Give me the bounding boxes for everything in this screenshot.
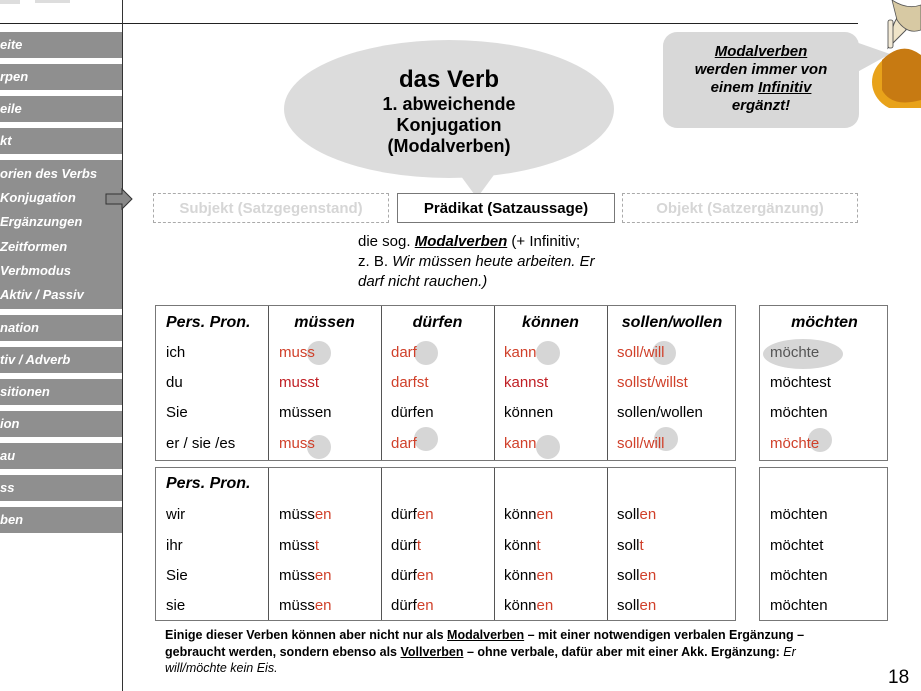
footnote	[165, 627, 815, 677]
hint-line: einem	[710, 79, 759, 96]
verb-form-cell: soll/will	[617, 435, 665, 452]
verb-form-cell: darf	[391, 344, 417, 361]
verb-form-cell: müssen	[279, 404, 332, 421]
pronoun-cell: er / sie /es	[166, 435, 236, 452]
verb-form-cell: können	[504, 404, 554, 421]
sidebar-item[interactable]: rpen	[0, 64, 122, 90]
sidebar-item[interactable]: ion	[0, 411, 122, 437]
verb-form-cell: soll/will	[617, 344, 665, 361]
highlight-dot	[536, 435, 560, 459]
sidebar-group-verb	[0, 160, 122, 309]
verb-form-cell: möchten	[770, 404, 828, 421]
verb-form-cell: sollen	[617, 597, 657, 614]
sidebar-item-konjugation[interactable]: Konjugation	[0, 190, 76, 206]
verb-form-cell: dürfen	[391, 567, 434, 584]
sidebar-item[interactable]: au	[0, 443, 122, 469]
description-text: die sog.	[358, 233, 415, 250]
verb-form-cell: möchten	[770, 506, 828, 523]
verb-form-cell: sollt	[617, 537, 644, 554]
title-bubble-text	[284, 66, 614, 157]
moechten-singular-table	[759, 305, 888, 461]
verb-form-cell: können	[504, 597, 554, 614]
hint-keyword: Infinitiv	[758, 79, 812, 96]
verb-form-cell: dürft	[391, 537, 422, 554]
singular-conjugation-table	[155, 305, 736, 461]
sidebar-item[interactable]: tiv / Adverb	[0, 347, 122, 373]
column-header-pronoun: Pers. Pron.	[166, 475, 251, 492]
modal-verb-description	[358, 232, 658, 292]
verb-form-cell: möchtet	[770, 537, 824, 554]
pronoun-cell: sie	[166, 597, 186, 614]
verb-form-cell: kann	[504, 344, 537, 361]
verb-form-cell: sollen/wollen	[617, 404, 703, 421]
sidebar-item-ergaenzungen[interactable]: Ergänzungen	[0, 214, 83, 230]
column-header-pronoun: Pers. Pron.	[166, 314, 251, 331]
highlight-dot	[414, 341, 438, 365]
verb-form-cell: dürfen	[391, 404, 434, 421]
highlight-dot	[536, 341, 560, 365]
verb-form-cell: dürfen	[391, 597, 434, 614]
pronoun-cell: Sie	[166, 567, 188, 584]
verb-form-cell: müssen	[279, 567, 332, 584]
sidebar-item-zeitformen[interactable]: Zeitformen	[0, 238, 68, 254]
hint-callout-text	[663, 43, 859, 115]
example-sentence: darf nicht rauchen.)	[358, 273, 488, 290]
current-section-arrow-icon	[105, 188, 133, 210]
verb-form-cell: sollen	[617, 506, 657, 523]
verb-form-cell: müssen	[279, 597, 332, 614]
footnote-text: – mit einer notwendigen verbalen Ergänzung – gebraucht werden, sondern ebenso als	[165, 628, 805, 659]
verb-form-cell: muss	[279, 435, 315, 452]
sidebar-item[interactable]: eite	[0, 32, 122, 58]
verb-form-cell: könnt	[504, 537, 541, 554]
verb-form-cell: möchten	[770, 597, 828, 614]
subtitle-line: (Modalverben)	[387, 136, 511, 156]
column-header-muessen: müssen	[294, 314, 355, 331]
column-header-duerfen: dürfen	[412, 314, 463, 331]
footnote-keyword: Vollverben	[400, 644, 464, 659]
verb-form-cell: können	[504, 506, 554, 523]
sidebar-divider	[122, 0, 123, 691]
subject-box: Subjekt (Satzgegenstand)	[153, 193, 389, 223]
verb-form-cell: müssen	[279, 506, 332, 523]
verb-form-cell: sollen	[617, 567, 657, 584]
page-number: 18	[888, 667, 910, 688]
page-title: das Verb	[398, 66, 500, 93]
sidebar-item[interactable]: eile	[0, 96, 122, 122]
predicate-box: Prädikat (Satzaussage)	[397, 193, 615, 223]
highlight-dot	[414, 427, 438, 451]
subtitle-line: 1. abweichende	[382, 94, 516, 114]
hint-keyword: Modalverben	[714, 43, 808, 60]
footnote-text: – ohne verbale, dafür aber mit einer Akk. Ergänzung:	[463, 644, 784, 659]
verb-form-cell: möchte	[770, 344, 820, 361]
verb-form-cell: kannst	[504, 374, 549, 391]
top-navigation-arrows	[0, 0, 80, 8]
moechten-plural-table	[759, 467, 888, 621]
sidebar-item[interactable]: ss	[0, 475, 122, 501]
header-divider	[0, 23, 858, 24]
teacher-mascot-image	[862, 0, 921, 108]
sidebar-item[interactable]: ben	[0, 507, 122, 533]
pronoun-cell: wir	[166, 506, 186, 523]
verb-form-cell: möchten	[770, 567, 828, 584]
verb-form-cell: musst	[279, 374, 320, 391]
plural-conjugation-table	[155, 467, 736, 621]
pronoun-cell: ihr	[166, 537, 183, 554]
hint-line: werden immer von	[694, 61, 828, 78]
footnote-example: Er will/möchte kein Eis.	[165, 644, 796, 675]
sidebar-item[interactable]: kt	[0, 128, 122, 154]
sidebar-item-aktiv-passiv[interactable]: Aktiv / Passiv	[0, 286, 84, 302]
description-text: (+ Infinitiv;	[507, 233, 581, 250]
sidebar-item[interactable]: nation	[0, 315, 122, 341]
verb-form-cell: kann	[504, 435, 537, 452]
column-header-sollen-wollen: sollen/wollen	[621, 314, 723, 331]
verb-form-cell: möchtest	[770, 374, 831, 391]
example-sentence: Wir müssen heute arbeiten. Er	[392, 253, 595, 270]
pronoun-cell: Sie	[166, 404, 188, 421]
sidebar-item-verb-categories[interactable]: orien des Verbs	[0, 166, 98, 181]
verb-form-cell: darfst	[391, 374, 429, 391]
column-header-moechten: möchten	[791, 314, 858, 331]
pronoun-cell: du	[166, 374, 183, 391]
verb-form-cell: müsst	[279, 537, 320, 554]
pronoun-cell: ich	[166, 344, 186, 361]
verb-form-cell: darf	[391, 435, 417, 452]
verb-form-cell: möchte	[770, 435, 820, 452]
subtitle-line: Konjugation	[396, 115, 502, 135]
description-keyword: Modalverben	[414, 233, 508, 250]
sidebar-nav	[0, 32, 122, 539]
object-box: Objekt (Satzergänzung)	[622, 193, 858, 223]
footnote-keyword: Modalverben	[447, 628, 525, 642]
sidebar-item[interactable]: sitionen	[0, 379, 122, 405]
verb-form-cell: können	[504, 567, 554, 584]
verb-form-cell: sollst/willst	[617, 374, 688, 391]
description-text: z. B.	[358, 253, 393, 270]
sidebar-item-verbmodus[interactable]: Verbmodus	[0, 262, 72, 278]
hint-line: ergänzt!	[731, 97, 791, 114]
verb-form-cell: muss	[279, 344, 315, 361]
column-header-koennen: können	[522, 314, 579, 331]
verb-form-cell: dürfen	[391, 506, 434, 523]
footnote-text: Einige dieser Verben können aber nicht nur als	[165, 628, 448, 642]
